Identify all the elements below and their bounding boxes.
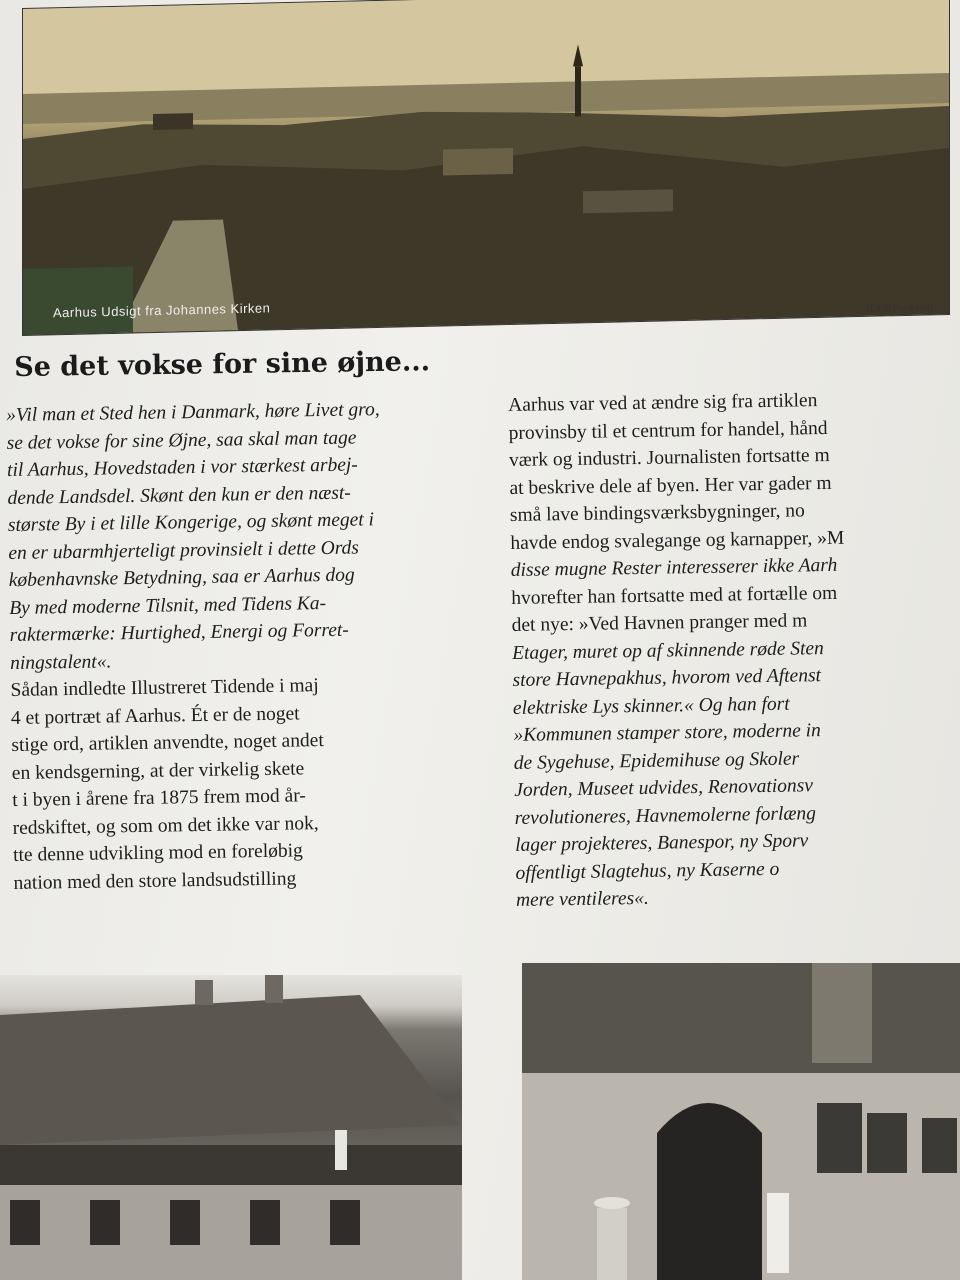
text-line: se det vokse for sine Øjne, saa skal man tage (6, 427, 357, 454)
text-line: Jorden, Museet udvides, Renovationsv (514, 775, 814, 801)
left-text-column (6, 395, 470, 897)
text-line: stige ord, artiklen anvendte, noget andet (11, 730, 324, 756)
text-line: elektriske Lys skinner.« Og han fort (512, 693, 790, 719)
text-line: tte denne udvikling mod en foreløbig (12, 840, 303, 866)
text-line: store Havnepakhus, hvorom ved Aftenst (512, 665, 822, 691)
photo-credit: H 436 (beskåret) (866, 303, 934, 314)
text-line: en er ubarmhjerteligt provinsielt i dette Ords (8, 536, 360, 564)
text-line: at beskrive dele af byen. Her var gader m (509, 472, 832, 499)
text-line: By med moderne Tilsnit, med Tidens Ka- (9, 592, 327, 619)
text-line: københavnske Betydning, saa er Aarhus dog (8, 564, 355, 591)
text-line: provinsby til et centrum for handel, hånd (508, 417, 828, 444)
text-line: »Vil man et Sted hen i Danmark, høre Livet gro, (6, 399, 380, 426)
text-line: revolutioneres, Havnemolerne forlæng (514, 802, 817, 829)
text-line: lager projekteres, Banespor, ny Sporv (514, 830, 809, 856)
text-line: mere ventileres«. (515, 887, 649, 911)
text-line: en kendsgerning, at der virkelig skete (11, 757, 305, 784)
aarhus-panorama-photo (22, 0, 950, 336)
timber-house-illustration (0, 975, 462, 1280)
photo-caption: Aarhus Udsigt fra Johannes Kirken (53, 300, 271, 321)
text-line: Aarhus var ved at ændre sig fra artiklen (508, 390, 818, 416)
text-line: største By i et lille Kongerige, og skønt meget i (7, 509, 375, 536)
text-line: til Aarhus, Hovedstaden i vor stærkest arbej- (6, 454, 359, 481)
text-line: dende Landsdel. Skønt den kun er den næst- (7, 482, 351, 509)
text-line: redskiftet, og som om det ikke var nok, (12, 812, 319, 839)
archway-house-photo (522, 963, 960, 1280)
text-line: de Sygehuse, Epidemihuse og Skoler (513, 747, 800, 774)
text-line: 4 et portræt af Aarhus. Ét er de noget (10, 702, 300, 729)
text-line: Sådan indledte Illustreret Tidende i maj (10, 675, 319, 701)
text-line: offentligt Slagtehus, ny Kaserne o (515, 858, 780, 884)
text-line: ningstalent«. (9, 650, 112, 674)
text-line: værk og industri. Journalisten fortsatte m (508, 444, 830, 471)
text-line: nation med den store landsudstilling (13, 868, 297, 894)
text-line: raktermærke: Hurtighed, Energi og Forret- (9, 619, 349, 646)
text-line: hvorefter han fortsatte med at fortælle om (511, 582, 838, 609)
text-line: små lave bindingsværksbygninger, no (509, 500, 806, 526)
text-line: t i byen i årene fra 1875 frem mod år- (12, 785, 307, 811)
article-headline: Se det vokse for sine øjne... (14, 346, 431, 383)
text-line: disse mugne Rester interesserer ikke Aarh (510, 554, 838, 581)
text-line: Etager, muret op af skinnende røde Sten (511, 637, 824, 664)
timber-house-photo (0, 975, 462, 1280)
archway-illustration (522, 963, 960, 1280)
text-line: havde endog svalegange og karnapper, »M (510, 527, 845, 554)
text-line: det nye: »Ved Havnen pranger med m (511, 610, 808, 636)
text-line: »Kommunen stamper store, moderne in (513, 720, 821, 746)
right-text-column (508, 385, 960, 915)
panorama-illustration (23, 0, 949, 335)
